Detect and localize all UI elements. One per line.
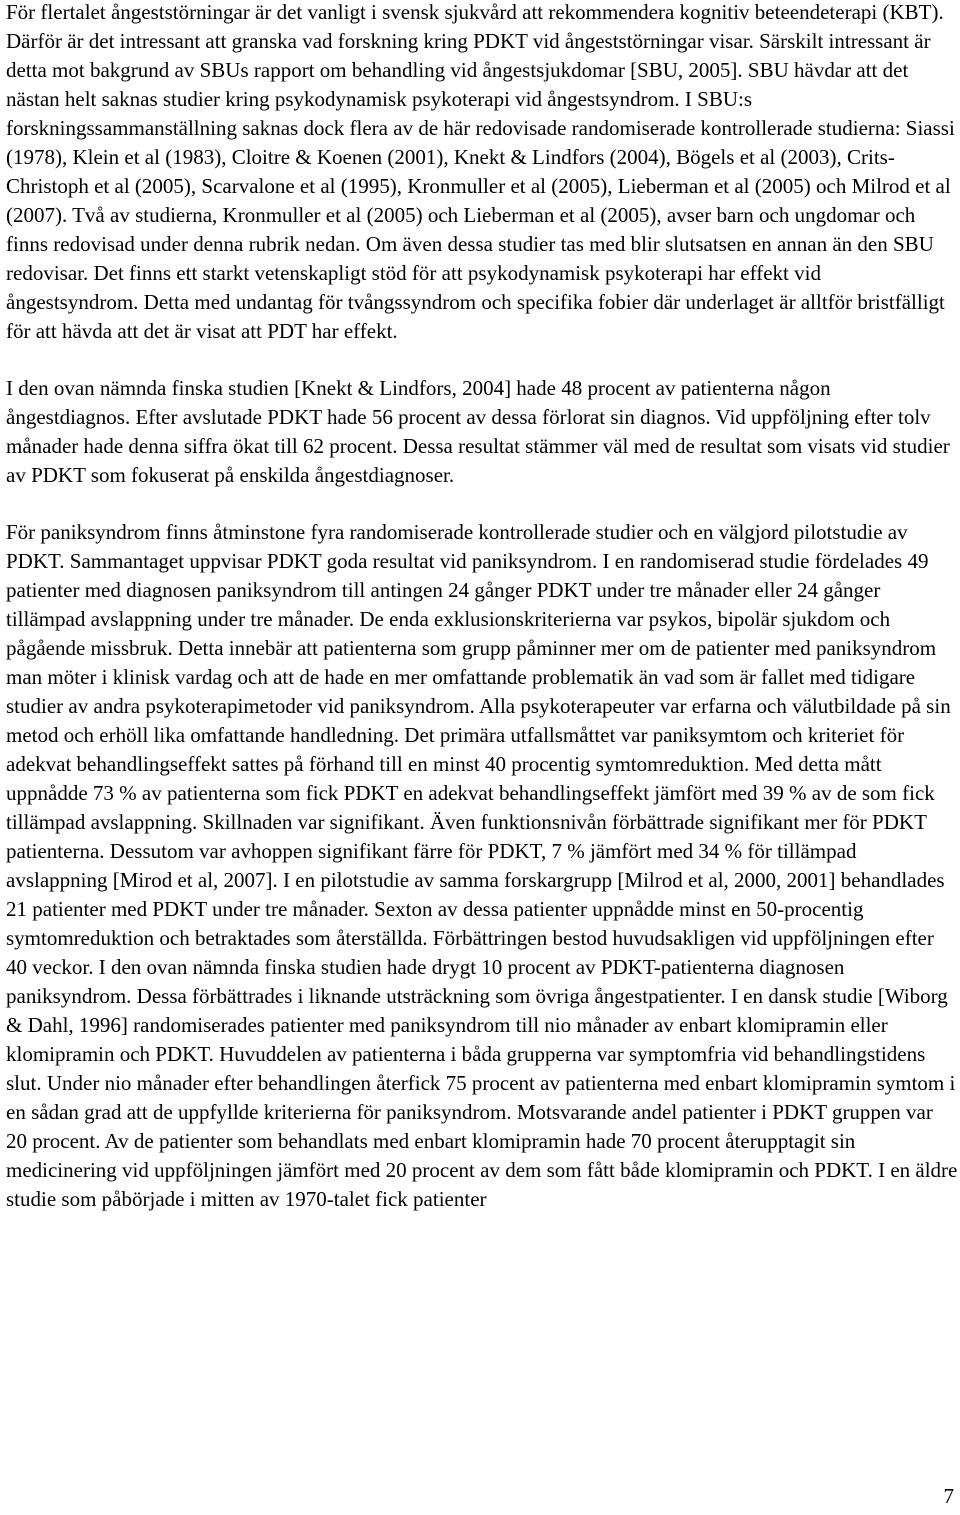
paragraph-1: För flertalet ångeststörningar är det vanligt i svensk sjukvård att rekommendera kognitiv beteendeterapi (KBT). Därför är det intressant att granska vad forskning kring PDKT vid ångeststörningar visar. Särskilt intressant är detta mot bakgrund av SBUs rapport om behandling vid ångestsjukdomar [SBU, 2005]. SBU hävdar att det nästan helt saknas studier kring psykodynamisk psykoterapi vid ångestsyndrom. I SBU:s forskningssammanställning saknas dock flera av de här redovisade randomiserade kontrollerade studierna: Siassi (1978), Klein et al (1983), Cloitre & Koenen (2001), Knekt & Lindfors (2004), Bögels et al (2003), Crits-Christoph et al (2005), Scarvalone et al (1995), Kronmuller et al (2005), Lieberman et al (2005) och Milrod et al (2007). Två av studierna, Kronmuller et al (2005) och Lieberman et al (2005), avser barn och ungdomar och finns redovisad under denna rubrik nedan. Om även dessa studier tas med blir slutsatsen en annan än den SBU redovisar. Det finns ett starkt vetenskapligt stöd för att psykodynamisk psykoterapi har effekt vid ångestsyndrom. Detta med undantag för tvångssyndrom och specifika fobier där underlaget är alltför bristfälligt för att hävda att det är visat att PDT har effekt.: [6, 0, 955, 343]
page-number: 7: [943, 1484, 954, 1508]
paragraph-3: För paniksyndrom finns åtminstone fyra randomiserade kontrollerade studier och en välgjord pilotstudie av PDKT. Sammantaget uppvisar PDKT goda resultat vid paniksyndrom. I en randomiserad studie fördelades 49 patienter med diagnosen paniksyndrom till antingen 24 gånger PDKT under tre månader eller 24 gånger tillämpad avslappning under tre månader. De enda exklusionskriterierna var psykos, bipolär sjukdom och pågående missbruk. Detta innebär att patienterna som grupp påminner mer om de patienter med paniksyndrom man möter i klinisk vardag och att de hade en mer omfattande problematik än vad som är fallet med tidigare studier av andra psykoterapimetoder vid paniksyndrom. Alla psykoterapeuter var erfarna och välutbildade på sin metod och erhöll lika omfattande handledning. Det primära utfallsmåttet var paniksymtom och kriteriet för adekvat behandlingseffekt sattes på förhand till en minst 40 procentig symtomreduktion. Med detta mått uppnådde 73 % av patienterna som fick PDKT en adekvat behandlingseffekt jämfört med 39 % av de som fick tillämpad avslappning. Skillnaden var signifikant. Även funktionsnivån förbättrade signifikant mer för PDKT patienterna. Dessutom var avhoppen signifikant färre för PDKT, 7 % jämfört med 34 % för tillämpad avslappning [Mirod et al, 2007]. I en pilotstudie av samma forskargrupp [Milrod et al, 2000, 2001] behandlades 21 patienter med PDKT under tre månader. Sexton av dessa patienter uppnådde minst en 50-procentig symtomreduktion och betraktades som återställda. Förbättringen bestod huvudsakligen vid uppföljningen efter 40 veckor. I den ovan nämnda finska studien hade drygt 10 procent av PDKT-patienterna diagnosen paniksyndrom. Dessa förbättrades i liknande utsträckning som övriga ångestpatienter. I en dansk studie [Wiborg & Dahl, 1996] randomiserades patienter med paniksyndrom till nio månader av enbart klomipramin eller klomipramin och PDKT. Huvuddelen av patienterna i båda grupperna var symptomfria vid behandlingstidens slut. Under nio månader efter behandlingen återfick 75 procent av patienterna med enbart klomipramin symtom i en sådan grad att de uppfyllde kriterierna för paniksyndrom. Motsvarande andel patienter i PDKT gruppen var 20 procent. Av de patienter som behandlats med enbart klomipramin hade 70 procent återupptagit sin medicinering vid uppföljningen jämfört med 20 procent av dem som fått både klomipramin och PDKT. I en äldre studie som påbörjade i mitten av 1970-talet fick patienter: [6, 520, 958, 1211]
paragraph-2: I den ovan nämnda finska studien [Knekt & Lindfors, 2004] hade 48 procent av patienterna någon ångestdiagnos. Efter avslutade PDKT hade 56 procent av dessa förlorat sin diagnos. Vid uppföljning efter tolv månader hade denna siffra ökat till 62 procent. Dessa resultat stämmer väl med de resultat som visats vid studier av PDKT som fokuserat på enskilda ångestdiagnoser.: [6, 376, 950, 487]
